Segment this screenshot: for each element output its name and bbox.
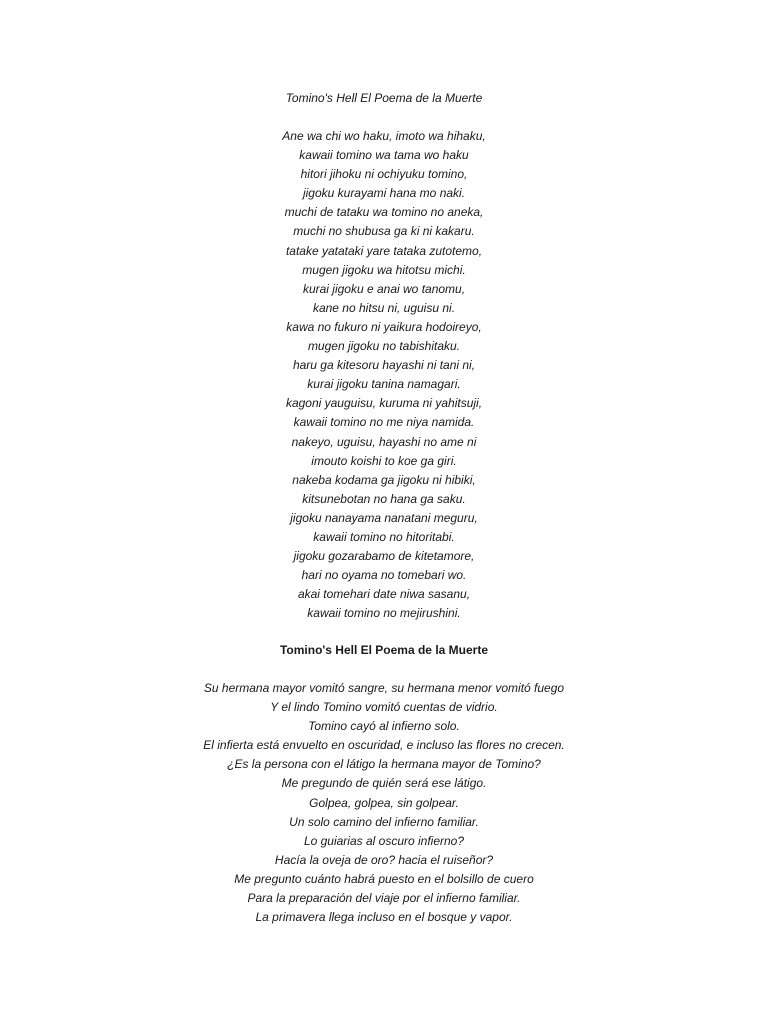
poem-line: kurai jigoku e anai wo tanomu, [302,281,466,296]
poem-line: nakeba kodama ga jigoku ni hibiki, [292,472,476,487]
poem-line: muchi de tataku wa tomino no aneka, [284,205,484,220]
poem-line: ¿Es la persona con el látigo la hermana mayor de Tomino? [227,757,541,772]
poem-line: Ane wa chi wo haku, imoto wa hihaku, [282,129,486,143]
poem-line: kitsunebotan no hana ga saku. [302,491,466,506]
poem-line: kawaii tomino no hitoritabi. [313,529,455,544]
poem-line: imouto koishi to koe ga giri. [311,453,457,468]
poem-spanish [0,679,768,927]
poem-line: jigoku kurayami hana mo naki. [302,186,466,201]
poem-line: Para la preparación del viaje por el infierno familiar. [247,891,521,906]
poem-title-japanese: Tomino's Hell El Poema de la Muerte [285,91,483,105]
poem-line: muchi no shubusa ga ki ni kakaru. [293,224,475,239]
poem-line: haru ga kitesoru hayashi ni tani ni, [292,358,476,373]
poem-line: Tomino cayó al infierno solo. [308,719,460,734]
poem-line: hitori jihoku ni ochiyuku tomino, [300,167,468,182]
poem-line: Un solo camino del infierno familiar. [289,814,479,829]
poem-line: Golpea, golpea, sin golpear. [309,795,459,810]
poem-japanese [0,127,768,623]
poem-line: mugen jigoku wa hitotsu michi. [302,262,466,277]
poem-line: akai tomehari date niwa sasanu, [297,587,471,602]
poem-line: kawa no fukuro ni yaikura hodoireyo, [286,319,482,334]
poem-line: Y el lindo Tomino vomitó cuentas de vidrio. [270,700,498,715]
poem-line: hari no oyama no tomebari wo. [301,568,467,583]
poem-line: mugen jigoku no tabishitaku. [307,339,461,354]
poem-line: El infierta está envuelto en oscuridad, e incluso las flores no crecen. [203,738,565,753]
poem-line: Me pregunto cuánto habrá puesto en el bolsillo de cuero [234,871,534,886]
poem-line: tatake yatataki yare tataka zutotemo, [285,243,483,258]
poem-line: jigoku gozarabamo de kitetamore, [293,549,475,564]
poem-title-spanish: Tomino's Hell El Poema de la Muerte [279,643,488,657]
poem-line: kawaii tomino no mejirushini. [307,606,461,621]
poem-line: jigoku nanayama nanatani meguru, [290,510,478,525]
poem-line: kurai jigoku tanina namagari. [307,377,461,392]
poem-line: Me pregundo de quién será ese látigo. [281,776,487,791]
poem-line: Hacía la oveja de oro? hacia el ruiseñor? [274,852,494,867]
poem-line: Lo guiarias al oscuro infierno? [303,833,465,848]
poem-line: Su hermana mayor vomitó sangre, su hermana menor vomitó fuego [203,681,565,695]
poem-line: nakeyo, uguisu, hayashi no ame ni [291,434,477,449]
poem-line: kane no hitsu ni, uguisu ni. [312,300,456,315]
poem-line: kawaii tomino no me niya namida. [293,415,475,430]
poem-line: La primavera llega incluso en el bosque y vapor. [255,910,513,925]
poem-line: kawaii tomino wa tama wo haku [299,148,469,163]
poem-line: kagoni yauguisu, kuruma ni yahitsuji, [285,396,483,411]
